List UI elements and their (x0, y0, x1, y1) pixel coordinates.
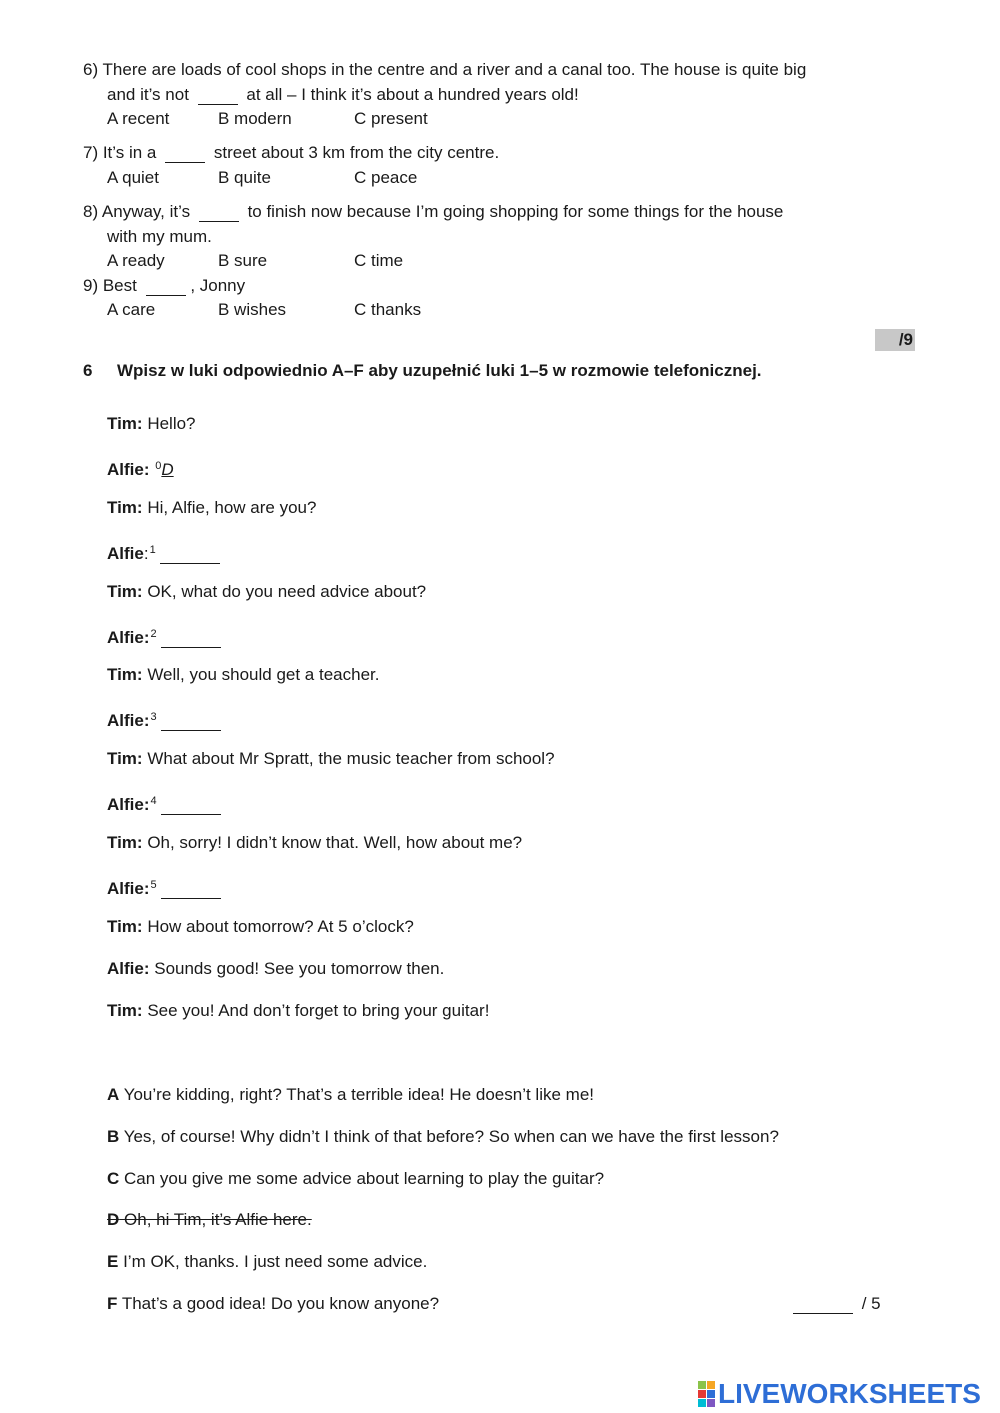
task6-heading (83, 360, 762, 382)
task6-score-suffix: / 5 (861, 1294, 881, 1313)
gap-1-input[interactable] (160, 547, 220, 564)
speaker-name: Tim: (107, 582, 143, 601)
q7-blank-input[interactable] (165, 146, 205, 163)
q6-line1: 6) There are loads of cool shops in the centre and a river and a canal too. The house is quite big (83, 60, 807, 79)
option-letter: E (107, 1252, 119, 1271)
dialogue-line (107, 790, 225, 816)
logo-square (698, 1381, 706, 1389)
logo-squares-icon (698, 1381, 715, 1407)
option-text: That’s a good idea! Do you know anyone? (121, 1294, 440, 1313)
q6-option-b: B modern (218, 109, 292, 128)
gap-number: 3 (150, 711, 157, 723)
q9-option-a: A care (107, 300, 156, 319)
dialogue-line (107, 916, 414, 938)
q9-option-c: C thanks (354, 300, 422, 319)
q6-blank-input[interactable] (198, 88, 238, 105)
speaker-name: Tim: (107, 1001, 143, 1020)
dialogue-line (107, 1000, 489, 1022)
option-c (107, 1168, 604, 1190)
q7-text-post: street about 3 km from the city centre. (213, 143, 500, 162)
speaker-name: Alfie: (107, 711, 150, 730)
dialogue-text: Well, you should get a teacher. (147, 665, 380, 684)
dialogue-text: What about Mr Spratt, the music teacher from school? (147, 749, 555, 768)
option-d (107, 1209, 312, 1231)
option-letter: A (107, 1085, 120, 1104)
dialogue-text: Oh, sorry! I didn’t know that. Well, how about me? (147, 833, 523, 852)
dialogue-line (107, 748, 555, 770)
dialogue-text: How about tomorrow? At 5 o’clock? (147, 917, 414, 936)
logo-square (698, 1390, 706, 1398)
q8-line1 (83, 201, 783, 223)
task6-instruction: Wpisz w luki odpowiednio A–F aby uzupełnić luki 1–5 w rozmowie telefonicznej. (117, 361, 762, 380)
logo-square (707, 1390, 715, 1398)
dialogue-line (107, 958, 444, 980)
q8-option-c: C time (354, 251, 404, 270)
q6-text-post: at all – I think it’s about a hundred years old! (246, 85, 579, 104)
q6-line2 (107, 84, 579, 106)
speaker-colon: : (143, 544, 149, 563)
task6-score-input[interactable] (793, 1297, 853, 1314)
liveworksheets-logo (698, 1379, 981, 1409)
speaker-name: Tim: (107, 414, 143, 433)
q9-text-pre: 9) Best (83, 276, 137, 295)
option-letter: D (107, 1210, 120, 1229)
speaker-name: Alfie: (107, 460, 150, 479)
task6-number: 6 (83, 361, 93, 380)
speaker-name: Alfie: (107, 959, 150, 978)
option-text: I’m OK, thanks. I just need some advice. (123, 1252, 428, 1271)
dialogue-text: Hello? (147, 414, 196, 433)
q8-option-b: B sure (218, 251, 268, 270)
gap-3-input[interactable] (161, 714, 221, 731)
dialogue-text: Hi, Alfie, how are you? (147, 498, 317, 517)
q8-text-pre: 8) Anyway, it’s (83, 202, 191, 221)
dialogue-line (107, 874, 225, 900)
dialogue-line (107, 413, 196, 435)
q8-text-post: to finish now because I’m going shopping for some things for the house (247, 202, 784, 221)
speaker-name: Tim: (107, 917, 143, 936)
q6-option-a: A recent (107, 109, 170, 128)
speaker-name: Tim: (107, 833, 143, 852)
speaker-name: Alfie: (107, 628, 150, 647)
dialogue-line (107, 664, 379, 686)
logo-square (707, 1399, 715, 1407)
option-letter: B (107, 1127, 120, 1146)
dialogue-text: Sounds good! See you tomorrow then. (154, 959, 445, 978)
q7-text-pre: 7) It’s in a (83, 143, 157, 162)
task5-score-box: /9 (875, 329, 915, 351)
logo-square (707, 1381, 715, 1389)
gap-4-input[interactable] (161, 798, 221, 815)
q7-option-b: B quite (218, 168, 271, 187)
gap-2-input[interactable] (161, 631, 221, 648)
q8-option-a: A ready (107, 251, 165, 270)
q6-text-pre: and it’s not (107, 85, 189, 104)
speaker-name: Alfie: (107, 795, 150, 814)
q8-line2: with my mum. (107, 227, 212, 246)
option-text: Yes, of course! Why didn’t I think of that before? So when can we have the first lesson? (123, 1127, 779, 1146)
option-a (107, 1084, 594, 1106)
gap-number: 2 (150, 628, 157, 640)
gap-number: 1 (149, 544, 156, 556)
q7-option-c: C peace (354, 168, 418, 187)
dialogue-line (107, 581, 426, 603)
q9-option-b: B wishes (218, 300, 287, 319)
dialogue-text: OK, what do you need advice about? (147, 582, 427, 601)
logo-text: LIVEWORKSHEETS (718, 1378, 981, 1409)
dialogue-line (107, 455, 174, 481)
dialogue-text: See you! And don’t forget to bring your guitar! (147, 1001, 490, 1020)
option-e (107, 1251, 427, 1273)
option-b (107, 1126, 779, 1148)
option-text: Oh, hi Tim, it’s Alfie here. (124, 1210, 312, 1229)
dialogue-line (107, 706, 225, 732)
option-text: You’re kidding, right? That’s a terrible idea! He doesn’t like me! (123, 1085, 594, 1104)
q7-line (83, 142, 499, 164)
gap-5-input[interactable] (161, 882, 221, 899)
dialogue-line (107, 832, 522, 854)
gap-number: 5 (150, 879, 157, 891)
speaker-name: Alfie: (107, 879, 150, 898)
option-letter: C (107, 1169, 120, 1188)
speaker-name: Alfie (107, 544, 144, 563)
gap-number: 4 (150, 795, 157, 807)
q6-option-c: C present (354, 109, 428, 128)
q9-text-post: , Jonny (190, 276, 246, 295)
speaker-name: Tim: (107, 665, 143, 684)
example-answer: D (161, 460, 174, 479)
dialogue-line (107, 623, 225, 649)
option-text: Can you give me some advice about learning to play the guitar? (124, 1169, 605, 1188)
dialogue-line (107, 539, 224, 565)
speaker-name: Tim: (107, 749, 143, 768)
task6-score (793, 1293, 881, 1315)
q8-blank-input[interactable] (199, 205, 239, 222)
option-letter: F (107, 1294, 118, 1313)
gap-number: 0 (155, 460, 162, 472)
q9-line (83, 275, 245, 297)
speaker-name: Tim: (107, 498, 143, 517)
dialogue-line (107, 497, 316, 519)
q7-option-a: A quiet (107, 168, 159, 187)
q9-blank-input[interactable] (146, 279, 186, 296)
option-f (107, 1293, 439, 1315)
logo-square (698, 1399, 706, 1407)
